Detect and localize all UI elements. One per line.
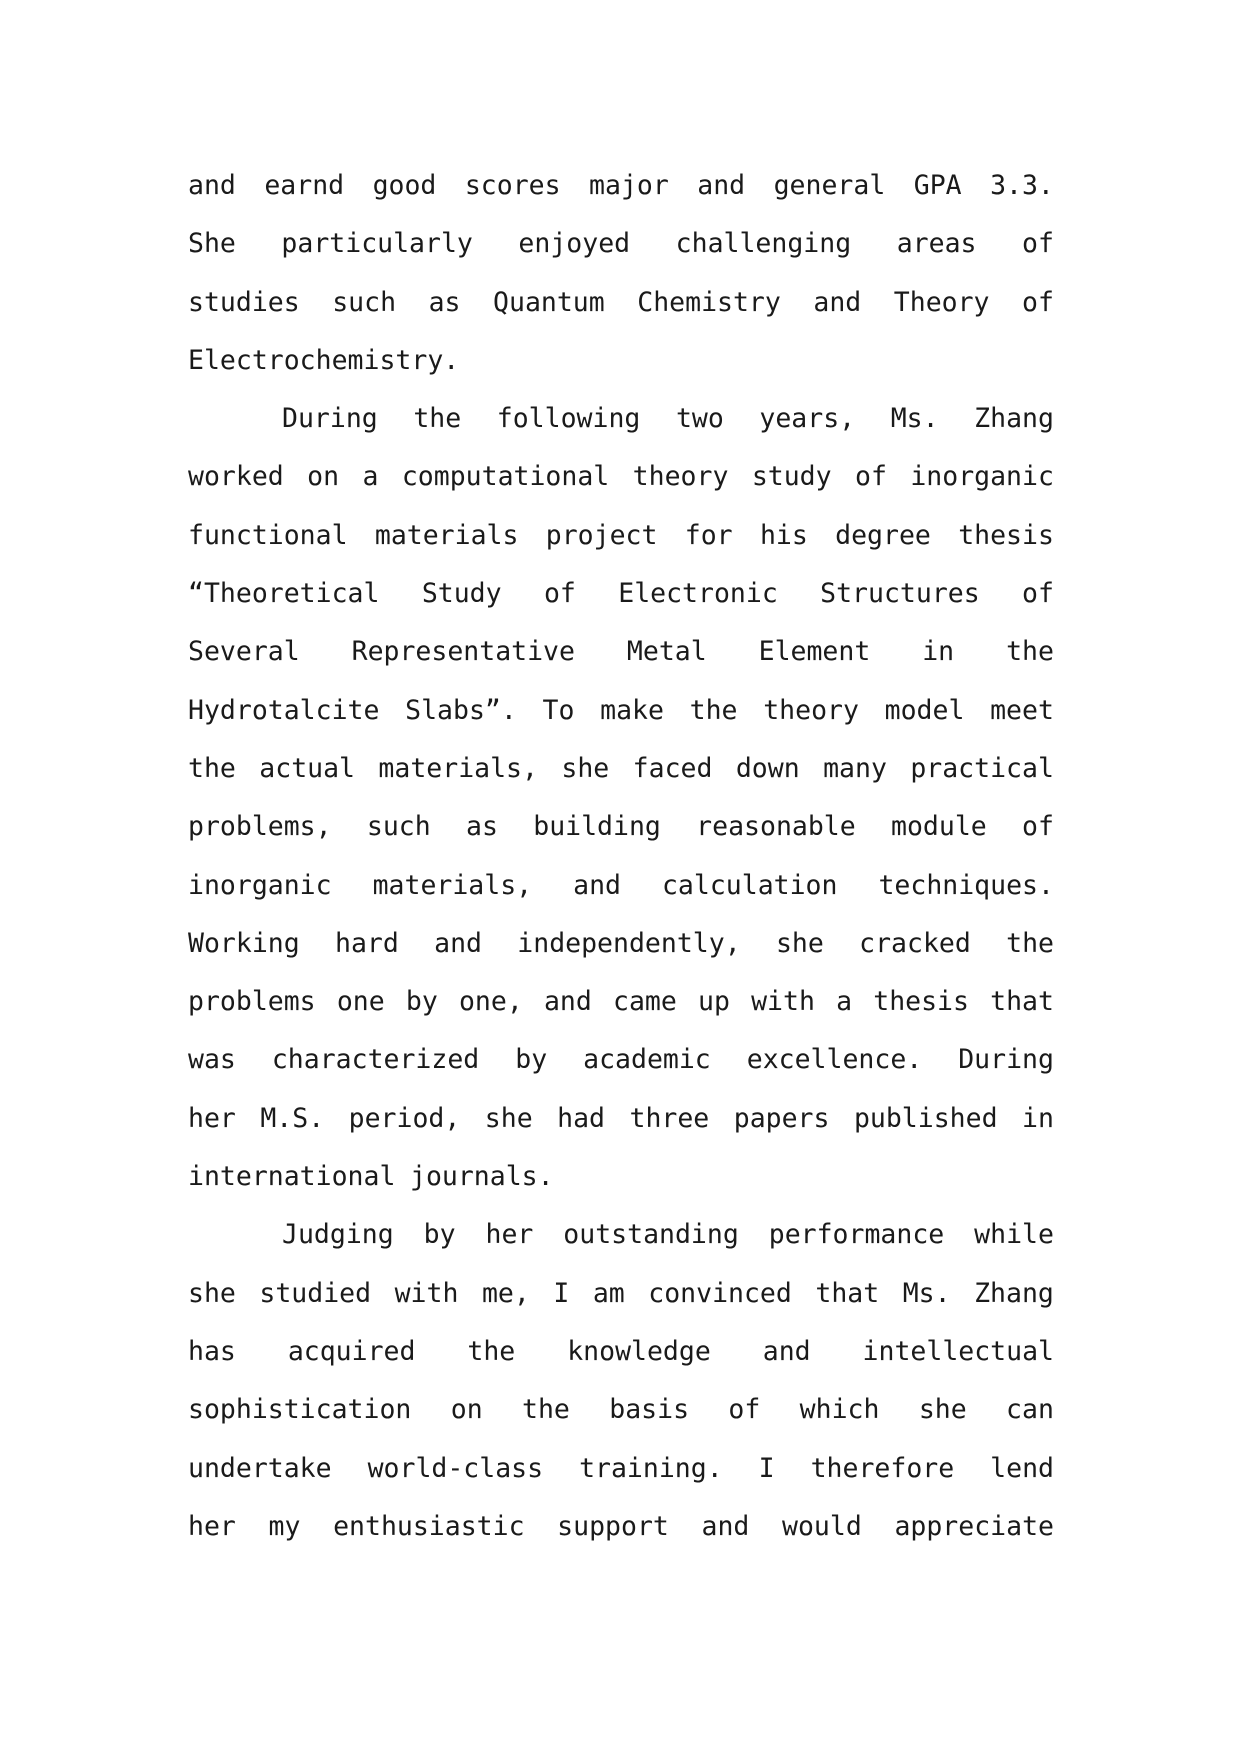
word: had [557,1102,606,1134]
word: appreciate [894,1510,1054,1542]
word: problems [188,986,316,1018]
text-line [188,332,1054,390]
word: scores [464,170,561,201]
word: as [466,811,498,843]
word: convinced [648,1277,792,1309]
word: knowledge [567,1335,711,1367]
word: of [1022,286,1054,318]
word: period, [348,1102,461,1134]
word: therefore [810,1452,955,1484]
text-line [188,740,1054,798]
word: came [613,986,677,1018]
word: world-class [367,1452,544,1484]
word: 3.3. [990,170,1054,201]
word: journals. [409,1161,554,1193]
text-line [188,274,1054,332]
word: for [684,519,733,551]
word: materials, [378,752,538,784]
word: “Theoretical [188,578,380,610]
word: and [573,869,621,901]
word: I [758,1452,775,1484]
word: make [600,694,664,726]
word: worked [188,461,284,493]
text-line [188,1090,1054,1148]
word: module [891,811,987,843]
word: and [701,1510,750,1542]
word: down [735,752,800,784]
text-line [188,1323,1054,1381]
word: Working [188,927,300,959]
word: in [1022,1102,1054,1134]
word: while [974,1219,1054,1251]
word: papers [733,1102,830,1134]
text-line [188,1148,1054,1206]
word: I [553,1277,570,1309]
word: actual [259,752,356,784]
word: such [366,811,431,843]
word: earnd [264,170,345,201]
word: with [751,986,815,1018]
word: faced [632,752,713,784]
word: three [629,1102,710,1134]
word: She [188,228,236,260]
word: hard [334,927,399,959]
word: that [815,1277,880,1309]
word: the [467,1335,516,1367]
word: by [515,1044,548,1076]
word: independently, [517,927,741,959]
word: the [522,1394,570,1426]
word: GPA [913,170,962,201]
word: study [751,461,832,493]
word: Chemistry [637,286,781,318]
text-line [188,390,1054,448]
text-line [188,507,1054,565]
word: that [990,986,1054,1018]
text-line [188,215,1054,273]
text-line [188,1031,1054,1089]
word: international [188,1161,396,1193]
word: one, [458,986,523,1018]
word: by [423,1219,456,1251]
word: theory [632,461,729,493]
word: M.S. [260,1102,325,1134]
word: functional [188,519,348,551]
word: and [188,170,236,201]
word: his [759,519,808,551]
word: training. [579,1452,723,1484]
word: she [775,927,824,959]
word: the [1006,927,1054,959]
word: on [307,461,340,493]
word: major [589,170,669,201]
word: materials [374,519,519,551]
word: as [428,286,461,318]
word: studies [188,286,300,318]
word: During [282,403,378,435]
word: can [1006,1394,1054,1426]
word: of [728,1394,761,1426]
word: of [1022,228,1054,260]
word: thesis [958,519,1054,551]
word: meet [990,694,1054,726]
word: in [922,636,955,668]
word: calculation [661,869,838,901]
text-line [188,915,1054,973]
word: computational [401,461,610,493]
word: me, [481,1277,530,1309]
word: would [782,1510,862,1542]
word: has [188,1335,236,1367]
word: up [698,986,730,1018]
word: challenging [675,228,852,260]
text-line [188,857,1054,915]
word: her [188,1102,236,1134]
text-line [188,1440,1054,1498]
text-line [188,1381,1054,1439]
word: inorganic [188,869,332,901]
word: Electronic [618,578,778,610]
word: she [561,752,610,784]
text-line [188,157,1054,215]
word: Theory [893,286,990,318]
word: Study [421,578,502,610]
word: of [1022,578,1054,610]
word: Quantum [493,286,605,318]
word: of [855,461,887,493]
word: which [799,1394,880,1426]
word: Ms. [902,1277,951,1309]
word: of [1022,811,1054,843]
word: practical [910,752,1054,784]
word: sophistication [188,1394,412,1426]
word: performance [768,1219,945,1251]
word: intellectual [862,1335,1054,1367]
word: excellence. [746,1044,923,1076]
text-line [188,973,1054,1031]
word: on [450,1394,483,1426]
word: of [543,578,576,610]
word: general [773,170,886,201]
word: following [496,403,641,435]
word: studied [259,1277,372,1309]
word: Structures [820,578,980,610]
word: problems, [188,811,332,843]
word: model [884,694,965,726]
text-line [188,798,1054,856]
word: acquired [287,1335,416,1367]
word: outstanding [563,1219,739,1251]
word: and [762,1335,811,1367]
word: one [336,986,385,1018]
word: the [689,694,738,726]
word: years, [759,403,856,435]
word: the [188,752,236,784]
word: theory [763,694,859,726]
word: inorganic [910,461,1054,493]
letter-body [188,157,1054,1556]
word: cracked [859,927,971,959]
word: my [268,1510,301,1542]
word: she [188,1277,236,1309]
word: Slabs”. [405,694,517,726]
word: and [813,286,862,318]
word: support [557,1510,669,1542]
word: To [542,694,575,726]
word: academic [583,1044,711,1076]
word: two [675,403,724,435]
word: a [362,461,379,493]
word: materials, [372,869,533,901]
word: and [543,986,592,1018]
text-line [188,1265,1054,1323]
word: basis [609,1394,690,1426]
word: published [853,1102,998,1134]
word: project [545,519,658,551]
text-line [188,448,1054,506]
word: Zhang [974,1277,1054,1309]
text-line [188,682,1054,740]
word: Hydrotalcite [188,694,380,726]
word: During [958,1044,1054,1076]
word: such [332,286,397,318]
word: and [434,927,482,959]
word: am [592,1277,625,1309]
word: was [188,1044,236,1076]
word: a [836,986,853,1018]
word: her [188,1510,236,1542]
word: and [697,170,746,201]
word: areas [896,228,977,260]
word: Ms. [890,403,939,435]
word: she [918,1394,967,1426]
word: Zhang [974,403,1054,435]
word: by [405,986,438,1018]
word: Judging [282,1219,394,1251]
word: enthusiastic [333,1510,525,1542]
text-line [188,1206,1054,1264]
word: characterized [271,1044,480,1076]
word: lend [990,1452,1054,1484]
word: degree [835,519,931,551]
text-line [188,565,1054,623]
word: many [823,752,887,784]
text-line [188,623,1054,681]
word: with [394,1277,459,1309]
word: particularly [281,228,473,260]
word: Metal [626,636,707,668]
word: techniques. [878,869,1054,901]
word: undertake [188,1452,332,1484]
word: she [484,1102,533,1134]
word: thesis [873,986,969,1018]
word: good [372,170,437,201]
word: the [413,403,462,435]
word: the [1006,636,1054,668]
word: enjoyed [518,228,631,260]
word: building [533,811,661,843]
word: Electrochemistry. [188,344,460,376]
word: Several [188,636,300,668]
word: Representative [351,636,575,668]
word: her [485,1219,534,1251]
word: reasonable [696,811,856,843]
text-line [188,1498,1054,1556]
word: Element [758,636,871,668]
